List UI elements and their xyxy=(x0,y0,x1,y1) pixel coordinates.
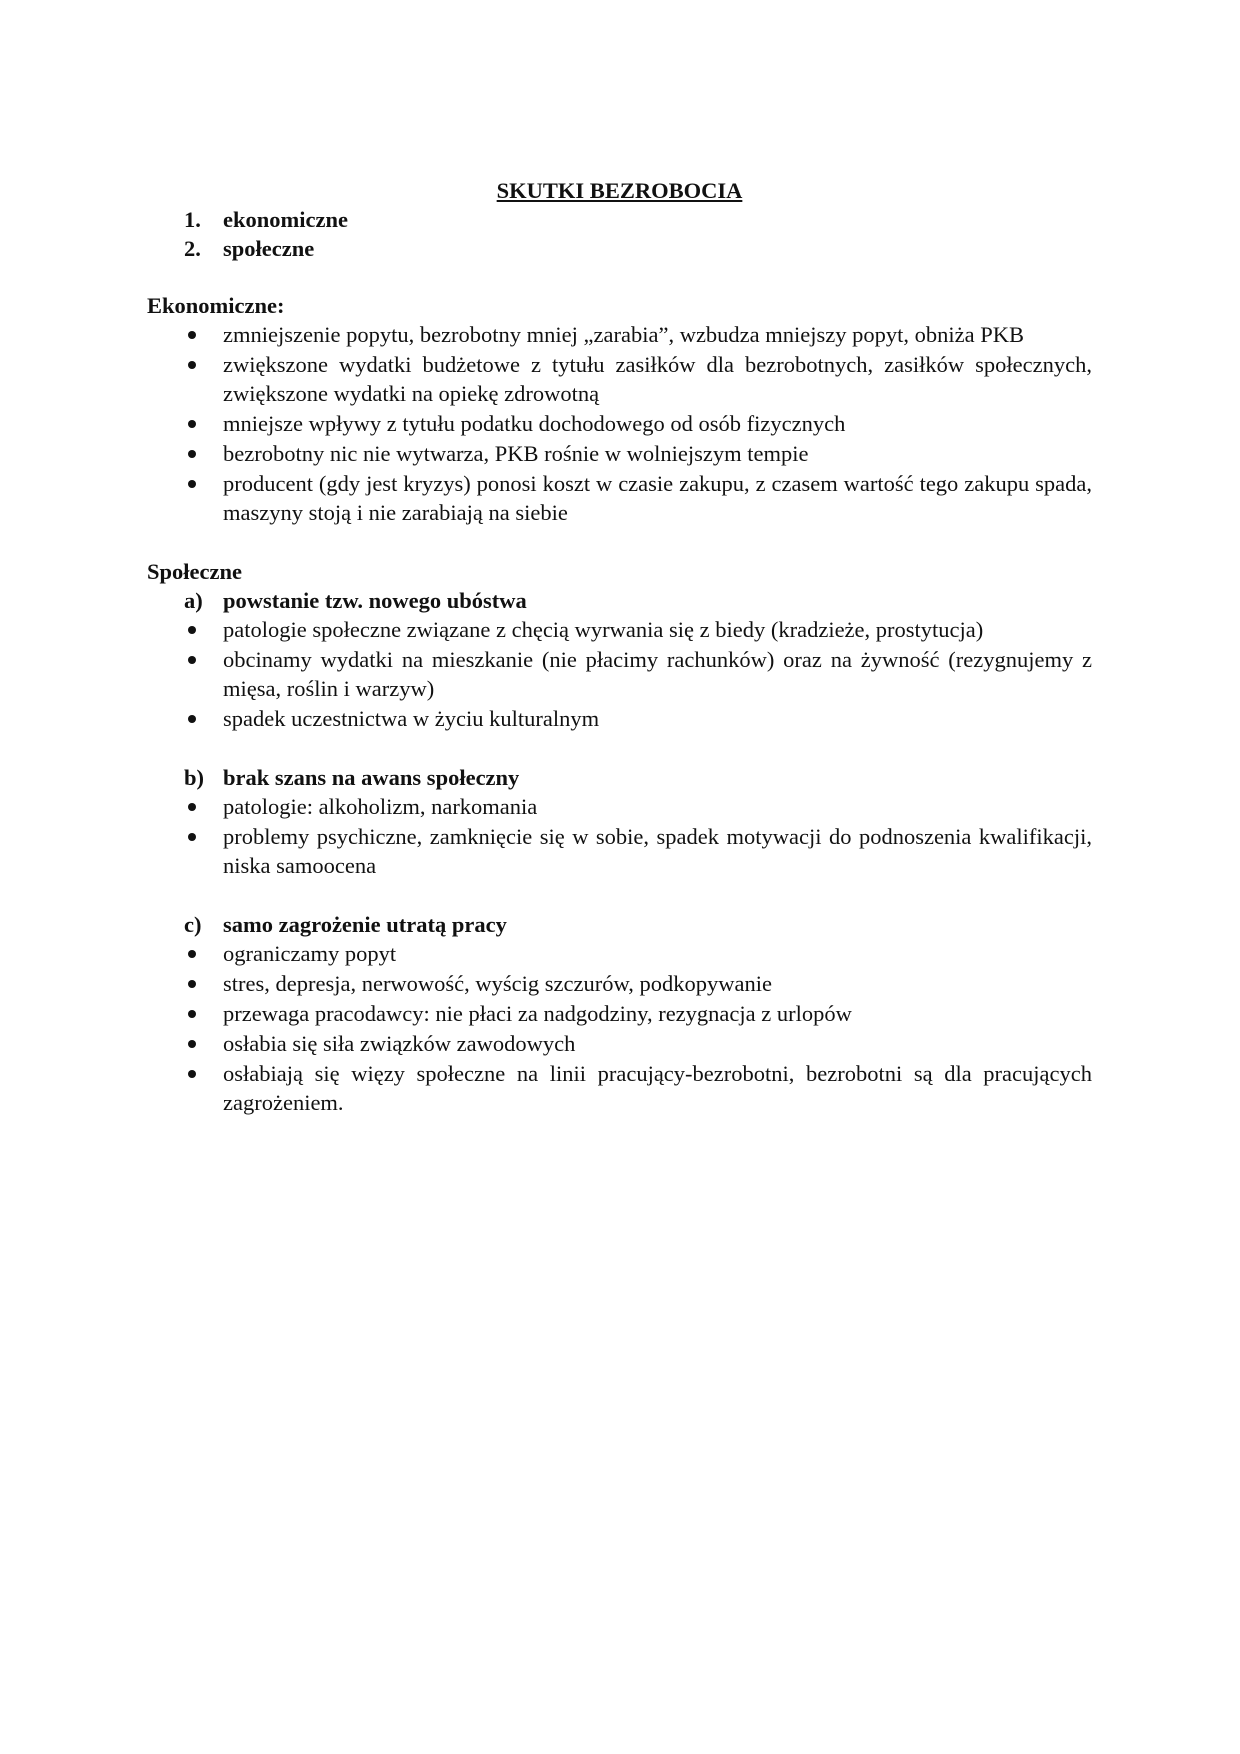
list-item-text: patologie społeczne związane z chęcią wyrwania się z biedy (kradzieże, prostytucja) xyxy=(223,617,984,642)
list-item-text: problemy psychiczne, zamknięcie się w sobie, spadek motywacji do podnoszenia kwalifikacji, niska samoocena xyxy=(223,824,1092,878)
bullet-icon xyxy=(147,939,223,968)
list-number: 2. xyxy=(184,236,201,261)
list-number: 1. xyxy=(184,207,201,232)
section-letter: b) xyxy=(184,765,205,790)
section-a-heading xyxy=(147,586,1092,615)
list-item xyxy=(147,939,1092,968)
bullet-icon xyxy=(147,409,223,438)
list-item-text: zmniejszenie popytu, bezrobotny mniej „zarabia”, wzbudza mniejszy popyt, obniża PKB xyxy=(223,322,1025,347)
bullet-icon xyxy=(147,439,223,468)
economic-list xyxy=(147,320,1092,527)
list-item-text: mniejsze wpływy z tytułu podatku dochodowego od osób fizycznych xyxy=(223,411,846,436)
bullet-icon xyxy=(147,792,223,821)
list-item xyxy=(147,792,1092,821)
list-item-text: przewaga pracodawcy: nie płaci za nadgodziny, rezygnacja z urlopów xyxy=(223,1001,852,1026)
spacer xyxy=(147,734,1092,763)
section-title: brak szans na awans społeczny xyxy=(223,765,520,790)
list-item-text: stres, depresja, nerwowość, wyścig szczurów, podkopywanie xyxy=(223,971,773,996)
section-a-list xyxy=(147,615,1092,733)
spacer xyxy=(147,263,1092,291)
list-item-text: bezrobotny nic nie wytwarza, PKB rośnie w wolniejszym tempie xyxy=(223,441,809,466)
list-item-text: patologie: alkoholizm, narkomania xyxy=(223,794,538,819)
list-item-text: zwiększone wydatki budżetowe z tytułu zasiłków dla bezrobotnych, zasiłków społecznych, zwiększone wydatki na opiekę zdrowotną xyxy=(223,352,1092,406)
list-item xyxy=(147,969,1092,998)
types-list xyxy=(147,205,1092,263)
page-title: SKUTKI BEZROBOCIA xyxy=(496,178,743,203)
section-c-heading xyxy=(147,910,1092,939)
section-letter: a) xyxy=(184,588,203,613)
list-item-text: osłabiają się więzy społeczne na linii pracujący-bezrobotni, bezrobotni są dla pracujących zagrożeniem. xyxy=(223,1061,1092,1115)
list-item xyxy=(147,439,1092,468)
list-item xyxy=(147,409,1092,438)
list-item xyxy=(147,704,1092,733)
list-item-text: producent (gdy jest kryzys) ponosi koszt w czasie zakupu, z czasem wartość tego zakupu spada, maszyny stoją i nie zarabiają na siebie xyxy=(223,471,1092,525)
bullet-icon xyxy=(147,1059,223,1117)
list-item xyxy=(147,822,1092,880)
section-b-list xyxy=(147,792,1092,880)
bullet-icon xyxy=(147,469,223,527)
economic-heading: Ekonomiczne: xyxy=(147,293,285,318)
bullet-icon xyxy=(147,350,223,408)
list-item-label: ekonomiczne xyxy=(223,207,348,232)
section-b-heading xyxy=(147,763,1092,792)
list-item xyxy=(147,1029,1092,1058)
bullet-icon xyxy=(147,822,223,880)
list-item xyxy=(147,615,1092,644)
bullet-icon xyxy=(147,645,223,703)
types-list-item xyxy=(147,234,1092,263)
section-c-list xyxy=(147,939,1092,1117)
list-item xyxy=(147,320,1092,349)
types-list-item xyxy=(147,205,1092,234)
list-item xyxy=(147,645,1092,703)
bullet-icon xyxy=(147,1029,223,1058)
section-title: samo zagrożenie utratą pracy xyxy=(223,912,507,937)
bullet-icon xyxy=(147,704,223,733)
list-item-text: spadek uczestnictwa w życiu kulturalnym xyxy=(223,706,600,731)
list-item-text: ograniczamy popyt xyxy=(223,941,397,966)
list-item xyxy=(147,999,1092,1028)
list-item xyxy=(147,350,1092,408)
spacer xyxy=(147,881,1092,910)
bullet-icon xyxy=(147,969,223,998)
spacer xyxy=(147,528,1092,557)
section-letter: c) xyxy=(184,912,202,937)
bullet-icon xyxy=(147,320,223,349)
list-item-text: obcinamy wydatki na mieszkanie (nie płacimy rachunków) oraz na żywność (rezygnujemy z mięsa, roślin i warzyw) xyxy=(223,647,1092,701)
bullet-icon xyxy=(147,999,223,1028)
bullet-icon xyxy=(147,615,223,644)
social-heading: Społeczne xyxy=(147,559,242,584)
list-item-label: społeczne xyxy=(223,236,315,261)
document-content xyxy=(147,176,1092,1118)
list-item-text: osłabia się siła związków zawodowych xyxy=(223,1031,576,1056)
list-item xyxy=(147,1059,1092,1117)
list-item xyxy=(147,469,1092,527)
section-title: powstanie tzw. nowego ubóstwa xyxy=(223,588,527,613)
